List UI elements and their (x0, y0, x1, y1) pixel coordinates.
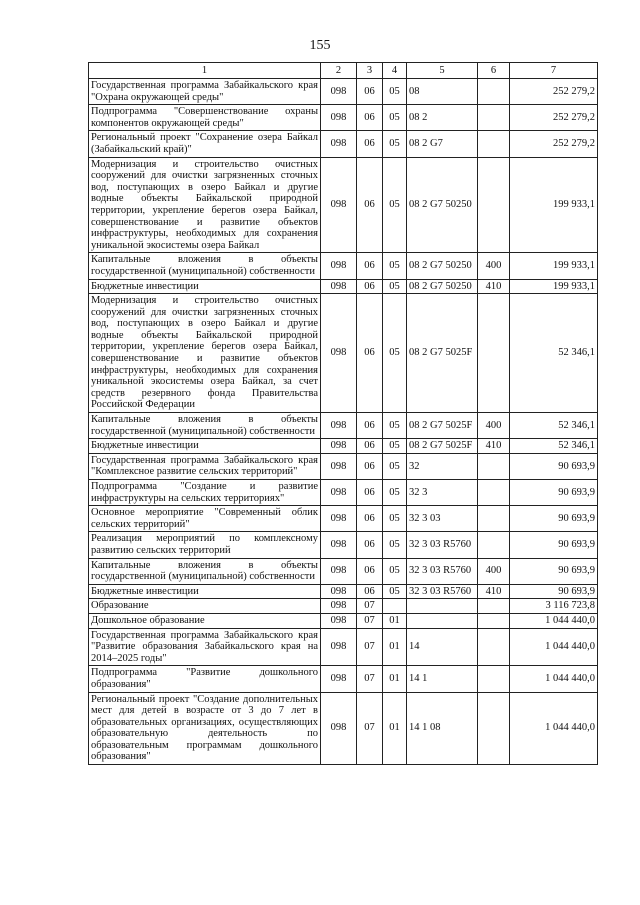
target-article-cell: 08 2 G7 5025F (407, 294, 478, 413)
target-article-cell (407, 599, 478, 614)
row-name-cell: Государственная программа Забайкальского края "Охрана окружающей среды" (89, 79, 321, 105)
admin-code-cell: 098 (321, 480, 357, 506)
target-article-cell: 32 3 03 R5760 (407, 532, 478, 558)
subsection-code-cell: 05 (383, 157, 407, 253)
expense-type-cell: 400 (478, 413, 510, 439)
admin-code-cell: 098 (321, 79, 357, 105)
target-article-cell: 08 2 (407, 105, 478, 131)
section-code-cell: 06 (357, 480, 383, 506)
column-header: 6 (478, 63, 510, 79)
row-name-cell: Подпрограмма "Создание и развитие инфраструктуры на сельских территориях" (89, 480, 321, 506)
row-name-cell: Бюджетные инвестиции (89, 439, 321, 454)
table-row (89, 599, 598, 614)
amount-cell: 90 693,9 (510, 558, 598, 584)
section-code-cell: 07 (357, 599, 383, 614)
table-row (89, 439, 598, 454)
row-name-cell: Модернизация и строительство очистных сооружений для очистки загрязненных сточных вод, поступающих в озеро Байкал и другие водные объекты Байкальской природной территории, укрепление берегов озера Байкал, совершенствование и развитие объектов инфраструктуры, необходимых для сохранения уникальной экосистемы озера Байкал (89, 157, 321, 253)
section-code-cell: 06 (357, 157, 383, 253)
target-article-cell: 32 3 03 (407, 506, 478, 532)
amount-cell: 90 693,9 (510, 584, 598, 599)
target-article-cell: 08 2 G7 50250 (407, 279, 478, 294)
expense-type-cell: 410 (478, 439, 510, 454)
table-row (89, 532, 598, 558)
amount-cell: 199 933,1 (510, 279, 598, 294)
subsection-code-cell: 05 (383, 253, 407, 279)
section-code-cell: 06 (357, 584, 383, 599)
table-row (89, 413, 598, 439)
table-row (89, 613, 598, 628)
section-code-cell: 07 (357, 628, 383, 666)
row-name-cell: Образование (89, 599, 321, 614)
subsection-code-cell: 05 (383, 439, 407, 454)
expense-type-cell (478, 105, 510, 131)
row-name-cell: Капитальные вложения в объекты государственной (муниципальной) собственности (89, 558, 321, 584)
target-article-cell: 32 (407, 453, 478, 479)
admin-code-cell: 098 (321, 453, 357, 479)
target-article-cell: 32 3 (407, 480, 478, 506)
admin-code-cell: 098 (321, 628, 357, 666)
section-code-cell: 06 (357, 253, 383, 279)
target-article-cell: 32 3 03 R5760 (407, 584, 478, 599)
expense-type-cell (478, 692, 510, 765)
target-article-cell: 14 (407, 628, 478, 666)
target-article-cell: 08 2 G7 50250 (407, 157, 478, 253)
section-code-cell: 06 (357, 453, 383, 479)
column-header: 7 (510, 63, 598, 79)
table-row (89, 453, 598, 479)
admin-code-cell: 098 (321, 294, 357, 413)
admin-code-cell: 098 (321, 131, 357, 157)
row-name-cell: Подпрограмма "Развитие дошкольного образования" (89, 666, 321, 692)
amount-cell: 1 044 440,0 (510, 666, 598, 692)
target-article-cell: 32 3 03 R5760 (407, 558, 478, 584)
table-header-row (89, 63, 598, 79)
amount-cell: 3 116 723,8 (510, 599, 598, 614)
table-row (89, 294, 598, 413)
row-name-cell: Подпрограмма "Совершенствование охраны компонентов окружающей среды" (89, 105, 321, 131)
amount-cell: 90 693,9 (510, 506, 598, 532)
target-article-cell: 08 2 G7 50250 (407, 253, 478, 279)
table-row (89, 157, 598, 253)
subsection-code-cell: 05 (383, 532, 407, 558)
subsection-code-cell: 05 (383, 558, 407, 584)
amount-cell: 52 346,1 (510, 439, 598, 454)
table-row (89, 628, 598, 666)
amount-cell: 90 693,9 (510, 532, 598, 558)
admin-code-cell: 098 (321, 279, 357, 294)
expense-type-cell (478, 628, 510, 666)
section-code-cell: 06 (357, 131, 383, 157)
table-row (89, 105, 598, 131)
row-name-cell: Дошкольное образование (89, 613, 321, 628)
row-name-cell: Региональный проект "Сохранение озера Байкал (Забайкальский край)" (89, 131, 321, 157)
subsection-code-cell: 05 (383, 506, 407, 532)
expense-type-cell (478, 480, 510, 506)
amount-cell: 90 693,9 (510, 453, 598, 479)
table-row (89, 584, 598, 599)
section-code-cell: 06 (357, 105, 383, 131)
amount-cell: 199 933,1 (510, 253, 598, 279)
expense-type-cell (478, 79, 510, 105)
admin-code-cell: 098 (321, 413, 357, 439)
row-name-cell: Бюджетные инвестиции (89, 279, 321, 294)
amount-cell: 90 693,9 (510, 480, 598, 506)
target-article-cell (407, 613, 478, 628)
subsection-code-cell: 01 (383, 666, 407, 692)
amount-cell: 252 279,2 (510, 105, 598, 131)
subsection-code-cell: 05 (383, 294, 407, 413)
amount-cell: 1 044 440,0 (510, 692, 598, 765)
section-code-cell: 06 (357, 294, 383, 413)
expense-type-cell: 410 (478, 279, 510, 294)
amount-cell: 1 044 440,0 (510, 628, 598, 666)
row-name-cell: Государственная программа Забайкальского края "Комплексное развитие сельских территорий" (89, 453, 321, 479)
section-code-cell: 06 (357, 79, 383, 105)
subsection-code-cell: 01 (383, 692, 407, 765)
amount-cell: 52 346,1 (510, 294, 598, 413)
expense-type-cell (478, 613, 510, 628)
page-number: 155 (309, 38, 331, 53)
amount-cell: 252 279,2 (510, 79, 598, 105)
target-article-cell: 08 2 G7 (407, 131, 478, 157)
table-row (89, 480, 598, 506)
row-name-cell: Региональный проект "Создание дополнительных мест для детей в возрасте от 3 до 7 лет в образовательных организациях, осуществляющих образовательную деятельность по образовательным программам дошкольного образования" (89, 692, 321, 765)
table-row (89, 666, 598, 692)
table-row (89, 506, 598, 532)
expense-type-cell (478, 294, 510, 413)
column-header: 4 (383, 63, 407, 79)
subsection-code-cell: 05 (383, 584, 407, 599)
row-name-cell: Основное мероприятие "Современный облик сельских территорий" (89, 506, 321, 532)
row-name-cell: Реализация мероприятий по комплексному развитию сельских территорий (89, 532, 321, 558)
subsection-code-cell: 05 (383, 453, 407, 479)
table-row (89, 131, 598, 157)
target-article-cell: 08 2 G7 5025F (407, 413, 478, 439)
table-row (89, 253, 598, 279)
target-article-cell: 08 2 G7 5025F (407, 439, 478, 454)
admin-code-cell: 098 (321, 584, 357, 599)
admin-code-cell: 098 (321, 439, 357, 454)
expense-type-cell (478, 506, 510, 532)
target-article-cell: 14 1 08 (407, 692, 478, 765)
admin-code-cell: 098 (321, 532, 357, 558)
section-code-cell: 07 (357, 666, 383, 692)
expense-type-cell (478, 599, 510, 614)
row-name-cell: Бюджетные инвестиции (89, 584, 321, 599)
table-row (89, 692, 598, 765)
admin-code-cell: 098 (321, 558, 357, 584)
section-code-cell: 07 (357, 613, 383, 628)
row-name-cell: Модернизация и строительство очистных сооружений для очистки загрязненных сточных вод, поступающих в озеро Байкал и другие водные объекты Байкальской природной территории, укрепление берегов озера Байкал, совершенствование и развитие объектов инфраструктуры, необходимых для сохранения уникальной экосистемы озера Байкал, за счет средств резервного фонда Правительства Российской Федерации (89, 294, 321, 413)
target-article-cell: 08 (407, 79, 478, 105)
expense-type-cell (478, 666, 510, 692)
amount-cell: 52 346,1 (510, 413, 598, 439)
table-row (89, 558, 598, 584)
section-code-cell: 06 (357, 506, 383, 532)
admin-code-cell: 098 (321, 599, 357, 614)
admin-code-cell: 098 (321, 506, 357, 532)
table-row (89, 79, 598, 105)
section-code-cell: 06 (357, 532, 383, 558)
row-name-cell: Капитальные вложения в объекты государственной (муниципальной) собственности (89, 253, 321, 279)
subsection-code-cell: 05 (383, 279, 407, 294)
table-body (89, 79, 598, 765)
admin-code-cell: 098 (321, 692, 357, 765)
column-header: 2 (321, 63, 357, 79)
subsection-code-cell: 05 (383, 105, 407, 131)
subsection-code-cell: 01 (383, 628, 407, 666)
column-header: 1 (89, 63, 321, 79)
section-code-cell: 06 (357, 558, 383, 584)
subsection-code-cell: 05 (383, 131, 407, 157)
admin-code-cell: 098 (321, 105, 357, 131)
amount-cell: 252 279,2 (510, 131, 598, 157)
admin-code-cell: 098 (321, 613, 357, 628)
amount-cell: 1 044 440,0 (510, 613, 598, 628)
row-name-cell: Капитальные вложения в объекты государственной (муниципальной) собственности (89, 413, 321, 439)
admin-code-cell: 098 (321, 157, 357, 253)
column-header: 5 (407, 63, 478, 79)
section-code-cell: 06 (357, 413, 383, 439)
admin-code-cell: 098 (321, 666, 357, 692)
expense-type-cell (478, 453, 510, 479)
section-code-cell: 06 (357, 439, 383, 454)
section-code-cell: 06 (357, 279, 383, 294)
amount-cell: 199 933,1 (510, 157, 598, 253)
target-article-cell: 14 1 (407, 666, 478, 692)
subsection-code-cell: 05 (383, 79, 407, 105)
expense-type-cell (478, 532, 510, 558)
admin-code-cell: 098 (321, 253, 357, 279)
table-row (89, 279, 598, 294)
expense-type-cell (478, 157, 510, 253)
expense-type-cell: 410 (478, 584, 510, 599)
budget-table (88, 62, 598, 765)
column-header: 3 (357, 63, 383, 79)
subsection-code-cell (383, 599, 407, 614)
expense-type-cell (478, 131, 510, 157)
expense-type-cell: 400 (478, 253, 510, 279)
subsection-code-cell: 05 (383, 480, 407, 506)
expense-type-cell: 400 (478, 558, 510, 584)
section-code-cell: 07 (357, 692, 383, 765)
subsection-code-cell: 01 (383, 613, 407, 628)
row-name-cell: Государственная программа Забайкальского края "Развитие образования Забайкальского края на 2014–2025 годы" (89, 628, 321, 666)
subsection-code-cell: 05 (383, 413, 407, 439)
